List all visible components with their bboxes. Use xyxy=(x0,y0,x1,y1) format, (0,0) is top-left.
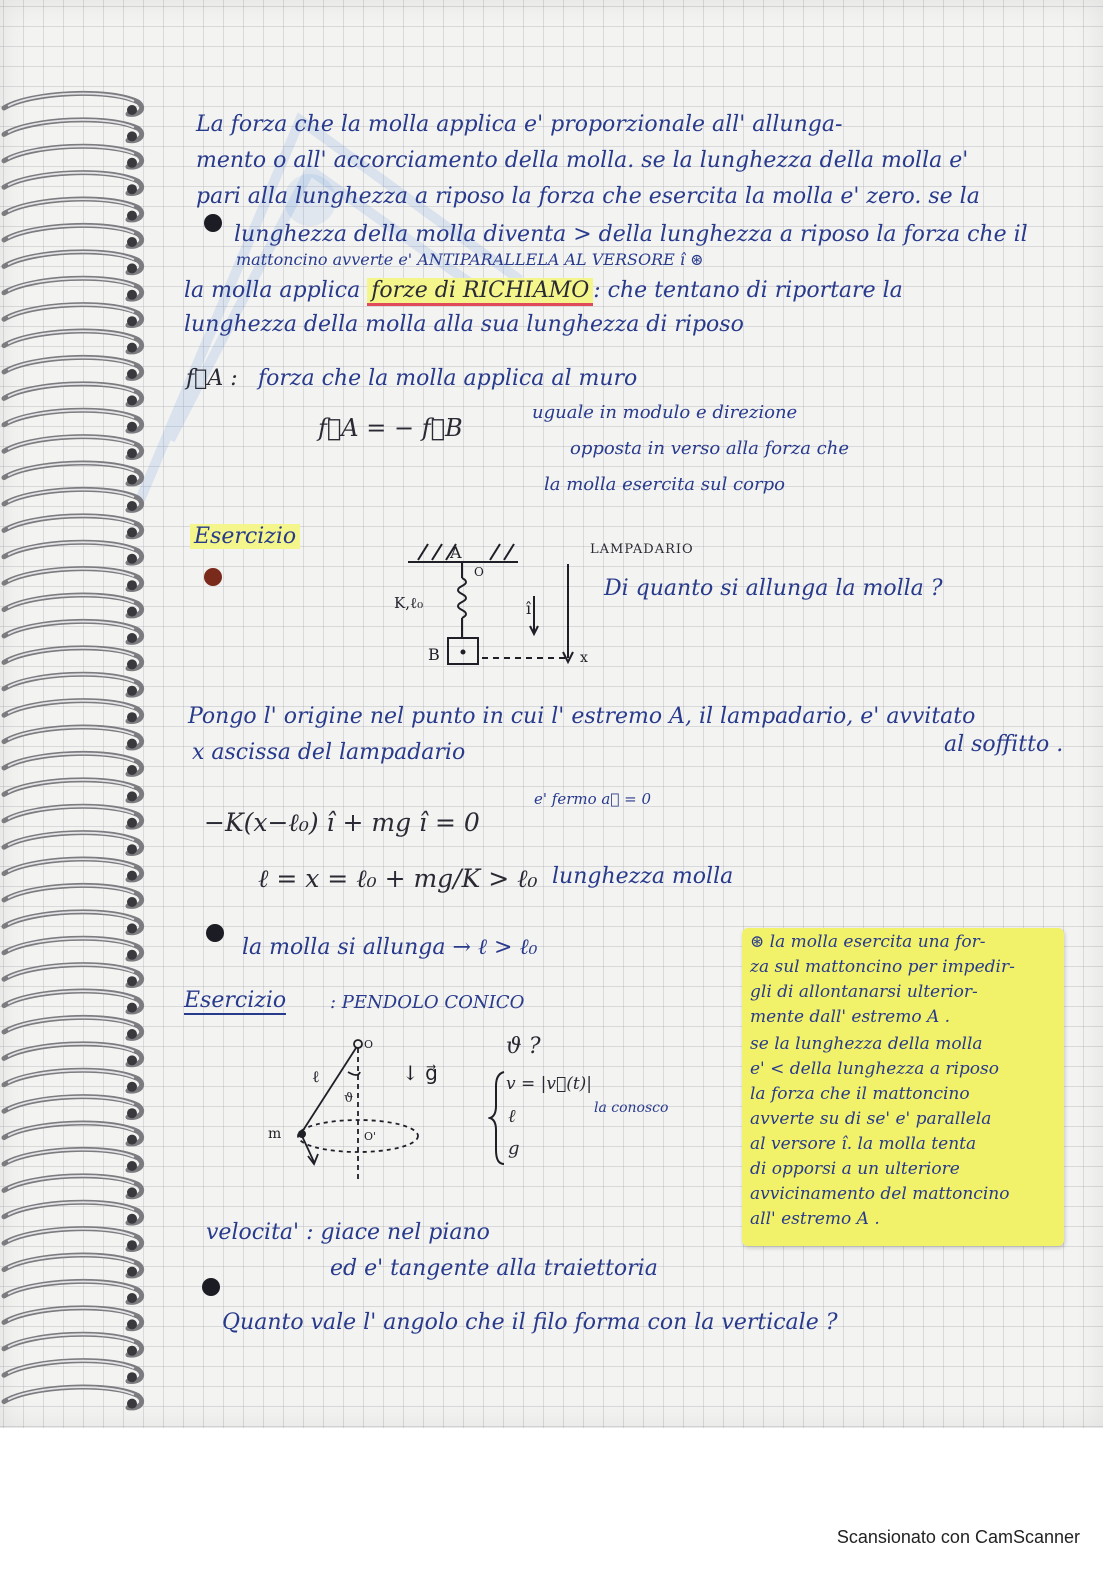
spiral-ring xyxy=(4,357,142,379)
sticky-line: gli di allontanarsi ulterior- xyxy=(750,982,978,1002)
spiral-ring xyxy=(4,146,142,168)
spiral-ring xyxy=(4,938,142,960)
recall-line-2: lunghezza della molla alla sua lunghezza di riposo xyxy=(184,312,744,337)
brace-icon xyxy=(488,1068,508,1168)
recall-line-1 xyxy=(184,278,903,303)
recall-highlight: forze di RICHIAMO xyxy=(367,278,593,306)
equation-2: ℓ = x = ℓ₀ + mg/K > ℓ₀ xyxy=(258,864,538,893)
sticky-line: ⊛ la molla esercita una for- xyxy=(750,932,986,952)
spiral-ring xyxy=(4,569,142,591)
spring-diagram xyxy=(390,530,610,680)
paragraph-line-3: pari alla lunghezza a riposo la forza che esercita la molla e' zero. se la xyxy=(196,184,980,209)
spiral-ring xyxy=(4,833,142,855)
paragraph-line-4: lunghezza della molla diventa > della lunghezza a riposo la forza che il xyxy=(234,222,1028,247)
bullet-dot xyxy=(202,1278,220,1296)
spiral-ring xyxy=(4,621,142,643)
spiral-ring xyxy=(4,1202,142,1224)
label-b: B xyxy=(428,645,440,664)
label-theta: ϑ xyxy=(344,1091,354,1106)
paragraph-line-2: mento o all' accorciamento della molla. se la lunghezza della molla e' xyxy=(196,148,969,173)
spiral-ring xyxy=(4,1229,142,1251)
exercise-2-title-text: Esercizio xyxy=(184,988,287,1013)
spiral-ring xyxy=(4,252,142,274)
origin-text-2: al soffitto . xyxy=(944,732,1064,757)
spiral-ring xyxy=(4,1097,142,1119)
velocity-line-2: ed e' tangente alla traiettoria xyxy=(330,1256,658,1281)
force-symbol: f⃗A : xyxy=(186,366,238,391)
spiral-ring xyxy=(4,278,142,300)
force-equation: f⃗A = − f⃗B xyxy=(318,414,463,442)
label-versor: î xyxy=(526,599,532,618)
spiral-ring xyxy=(4,885,142,907)
equation-1: −K(x−ℓ₀) î + mg î = 0 xyxy=(204,808,480,837)
spiral-ring xyxy=(4,1281,142,1303)
spiral-binding xyxy=(0,90,150,1420)
spiral-ring xyxy=(4,912,142,934)
velocity-line-1: velocita' : giace nel piano xyxy=(206,1220,490,1245)
paragraph-line-1: La forza che la molla applica e' proporzionale all' allunga- xyxy=(196,112,843,137)
label-m: m xyxy=(268,1126,282,1142)
exercise-1-title xyxy=(190,524,300,549)
exercise-1-title-text: Esercizio xyxy=(190,524,300,549)
pendulum-diagram xyxy=(262,1032,462,1182)
sticky-line: e' < della lunghezza a riposo xyxy=(750,1059,999,1079)
exercise-2-title xyxy=(184,988,286,1013)
exercise-2-subtitle: : PENDOLO CONICO xyxy=(330,992,525,1013)
spiral-ring xyxy=(4,806,142,828)
spiral-ring xyxy=(4,225,142,247)
spiral-ring xyxy=(4,780,142,802)
label-o: O xyxy=(474,565,484,579)
spiral-ring xyxy=(4,1334,142,1356)
spiral-ring xyxy=(4,674,142,696)
exercise-2-question: Quanto vale l' angolo che il filo forma con la verticale ? xyxy=(222,1310,838,1335)
spiral-ring xyxy=(4,991,142,1013)
label-k: K,ℓ₀ xyxy=(394,594,424,612)
sticky-line: za sul mattoncino per impedir- xyxy=(750,957,1015,977)
known-gravity: g xyxy=(508,1138,520,1159)
spiral-ring xyxy=(4,305,142,327)
spiral-ring xyxy=(4,1149,142,1171)
sticky-note xyxy=(742,928,1064,1246)
conclusion-text: la molla si allunga → ℓ > ℓ₀ xyxy=(242,935,538,960)
spiral-ring xyxy=(4,384,142,406)
label-gravity: ↓ g⃗ xyxy=(402,1061,438,1085)
spiral-ring xyxy=(4,199,142,221)
known-velocity: v = |v⃗(t)| xyxy=(506,1074,593,1094)
spiral-ring xyxy=(4,1044,142,1066)
label-x: x xyxy=(580,650,588,666)
spiral-ring xyxy=(4,463,142,485)
equation-2-note: lunghezza molla xyxy=(552,864,734,889)
spiral-ring xyxy=(4,1123,142,1145)
unknown-theta: ϑ ? xyxy=(506,1034,541,1059)
spiral-ring xyxy=(4,727,142,749)
label-center: O' xyxy=(364,1130,377,1143)
spiral-ring xyxy=(4,1176,142,1198)
bullet-dot xyxy=(204,568,222,586)
origin-text-1: Pongo l' origine nel punto in cui l' estremo A, il lampadario, e' avvitato xyxy=(188,704,976,729)
spiral-ring xyxy=(4,542,142,564)
knowns-note: la conosco xyxy=(594,1100,669,1116)
spiral-ring xyxy=(4,489,142,511)
spiral-ring xyxy=(4,648,142,670)
spiral-ring xyxy=(4,516,142,538)
spiral-ring xyxy=(4,753,142,775)
spiral-ring xyxy=(4,1387,142,1409)
label-o-pendulum: O xyxy=(364,1038,374,1051)
equation-1-note: e' fermo a⃗ = 0 xyxy=(534,790,651,808)
paragraph-line-5: mattoncino avverte e' ANTIPARALLELA AL VERSORE î ⊛ xyxy=(236,250,704,269)
spiral-ring xyxy=(4,595,142,617)
label-a: A xyxy=(450,543,462,562)
sticky-line: avvicinamento del mattoncino xyxy=(750,1184,1010,1204)
spiral-ring xyxy=(4,331,142,353)
abscissa-text: x ascissa del lampadario xyxy=(192,740,466,765)
spiral-ring xyxy=(4,1361,142,1383)
spiral-ring xyxy=(4,173,142,195)
bullet-dot xyxy=(204,214,222,232)
sticky-line: avverte su di se' e' parallela xyxy=(750,1109,992,1129)
sticky-line: di opporsi a un ulteriore xyxy=(750,1159,960,1179)
lamp-label: LAMPADARIO xyxy=(590,542,694,557)
spiral-ring xyxy=(4,1070,142,1092)
label-l: ℓ xyxy=(312,1067,320,1086)
spiral-ring xyxy=(4,410,142,432)
sticky-line: mente dall' estremo A . xyxy=(750,1007,951,1027)
known-length: ℓ xyxy=(508,1106,516,1127)
spiral-ring xyxy=(4,1017,142,1039)
recall-suffix: : che tentano di riportare la xyxy=(593,278,903,303)
spiral-ring xyxy=(4,965,142,987)
spiral-ring xyxy=(4,859,142,881)
scanner-footer: Scansionato con CamScanner xyxy=(836,1527,1080,1547)
exercise-1-question: Di quanto si allunga la molla ? xyxy=(604,576,943,601)
spiral-ring xyxy=(4,1308,142,1330)
force-note-2: opposta in verso alla forza che xyxy=(570,438,849,459)
sticky-line: all' estremo A . xyxy=(750,1209,880,1229)
sticky-line: al versore î. la molla tenta xyxy=(750,1134,977,1154)
spiral-ring xyxy=(4,437,142,459)
sticky-line: la forza che il mattoncino xyxy=(750,1084,970,1104)
bullet-dot xyxy=(206,924,224,942)
spiral-ring xyxy=(4,93,142,115)
recall-prefix: la molla applica xyxy=(184,278,361,303)
spiral-ring xyxy=(4,701,142,723)
force-definition: forza che la molla applica al muro xyxy=(258,366,638,391)
force-note-1: uguale in modulo e direzione xyxy=(532,402,798,423)
sticky-line: se la lunghezza della molla xyxy=(750,1034,983,1054)
spiral-ring xyxy=(4,120,142,142)
force-note-3: la molla esercita sul corpo xyxy=(544,474,785,495)
spiral-ring xyxy=(4,1255,142,1277)
